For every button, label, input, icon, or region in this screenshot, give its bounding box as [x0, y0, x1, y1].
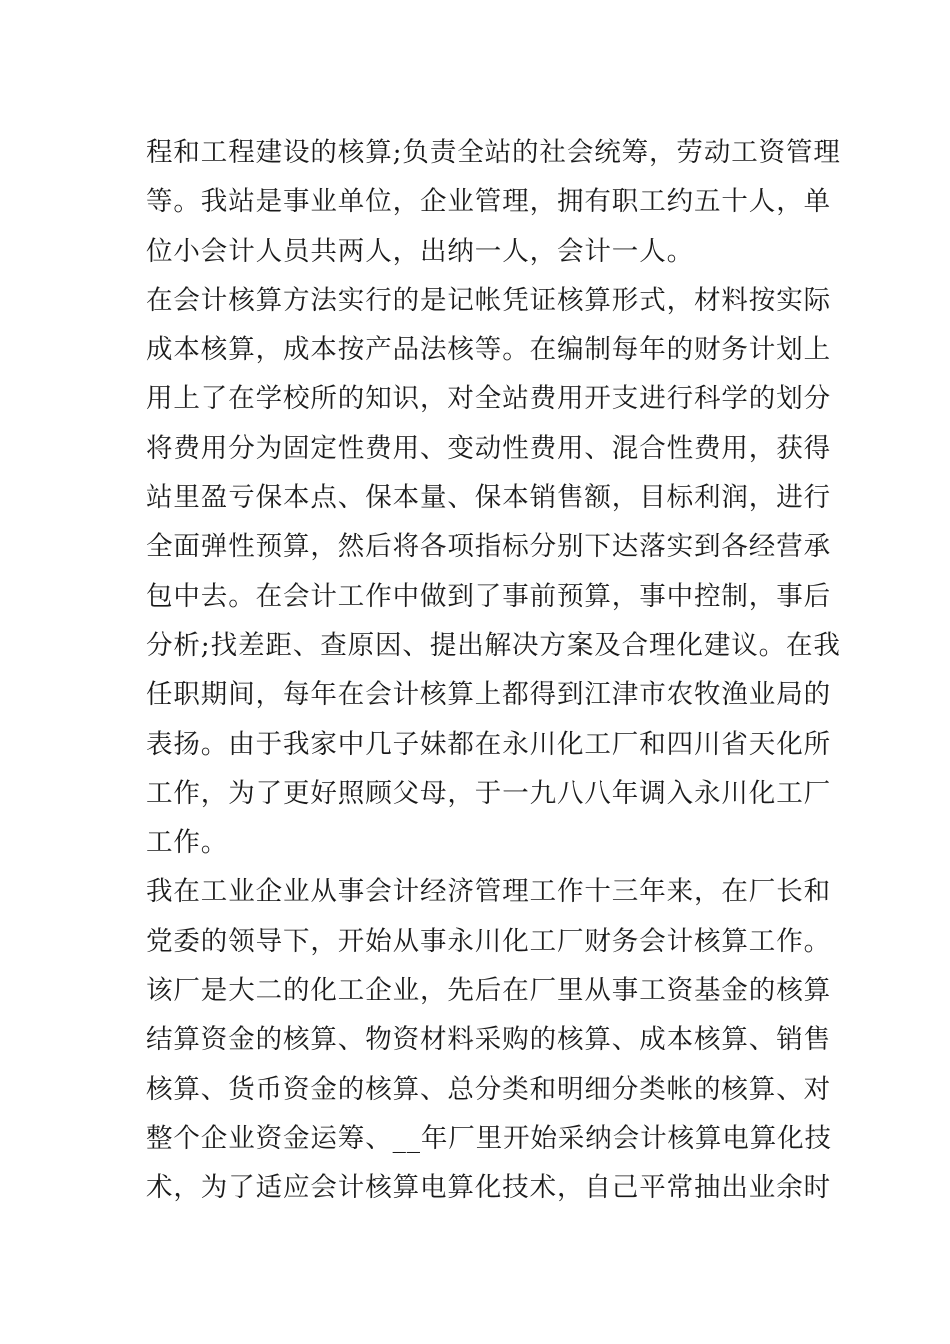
text-line: 核算、货币资金的核算、总分类和明细分类帐的核算、对	[146, 1073, 831, 1105]
text-line: 术，为了适应会计核算电算化技术，自己平常抽出业余时	[146, 1172, 831, 1204]
text-line: 结算资金的核算、物资材料采购的核算、成本核算、销售	[146, 1024, 831, 1056]
text-line: 程和工程建设的核算;负责全站的社会统筹，劳动工资管理	[146, 137, 841, 168]
text-line: 该厂是大二的化工企业，先后在厂里从事工资基金的核算	[146, 975, 831, 1007]
text-line: 成本核算，成本按产品法核等。在编制每年的财务计划上	[146, 334, 831, 366]
text-line: 包中去。在会计工作中做到了事前预算，事中控制，事后	[146, 580, 831, 612]
text-line: 工作。	[146, 827, 229, 859]
body-text	[146, 128, 841, 1213]
text-line: 用上了在学校所的知识，对全站费用开支进行科学的划分	[146, 383, 831, 415]
text-line: 整个企业资金运筹、__年厂里开始采纳会计核算电算化技	[146, 1122, 832, 1154]
text-line: 表扬。由于我家中几子妹都在永川化工厂和四川省天化所	[146, 728, 831, 760]
text-line: 等。我站是事业单位，企业管理，拥有职工约五十人，单	[146, 186, 831, 218]
text-line: 位小会计人员共两人，出纳一人，会计一人。	[146, 235, 694, 267]
text-line: 站里盈亏保本点、保本量、保本销售额，目标利润，进行	[146, 482, 831, 514]
text-line: 我在工业企业从事会计经济管理工作十三年来，在厂长和	[146, 876, 831, 908]
text-line: 任职期间，每年在会计核算上都得到江津市农牧渔业局的	[146, 679, 831, 711]
text-line: 在会计核算方法实行的是记帐凭证核算形式，材料按实际	[146, 284, 831, 316]
text-line: 将费用分为固定性费用、变动性费用、混合性费用，获得	[146, 432, 831, 464]
text-line: 党委的领导下，开始从事永川化工厂财务会计核算工作。	[146, 925, 831, 957]
text-line: 全面弹性预算，然后将各项指标分别下达落实到各经营承	[146, 531, 831, 563]
text-line: 工作，为了更好照顾父母，于一九八八年调入永川化工厂	[146, 777, 831, 809]
text-line: 分析;找差距、查原因、提出解决方案及合理化建议。在我	[146, 629, 841, 661]
